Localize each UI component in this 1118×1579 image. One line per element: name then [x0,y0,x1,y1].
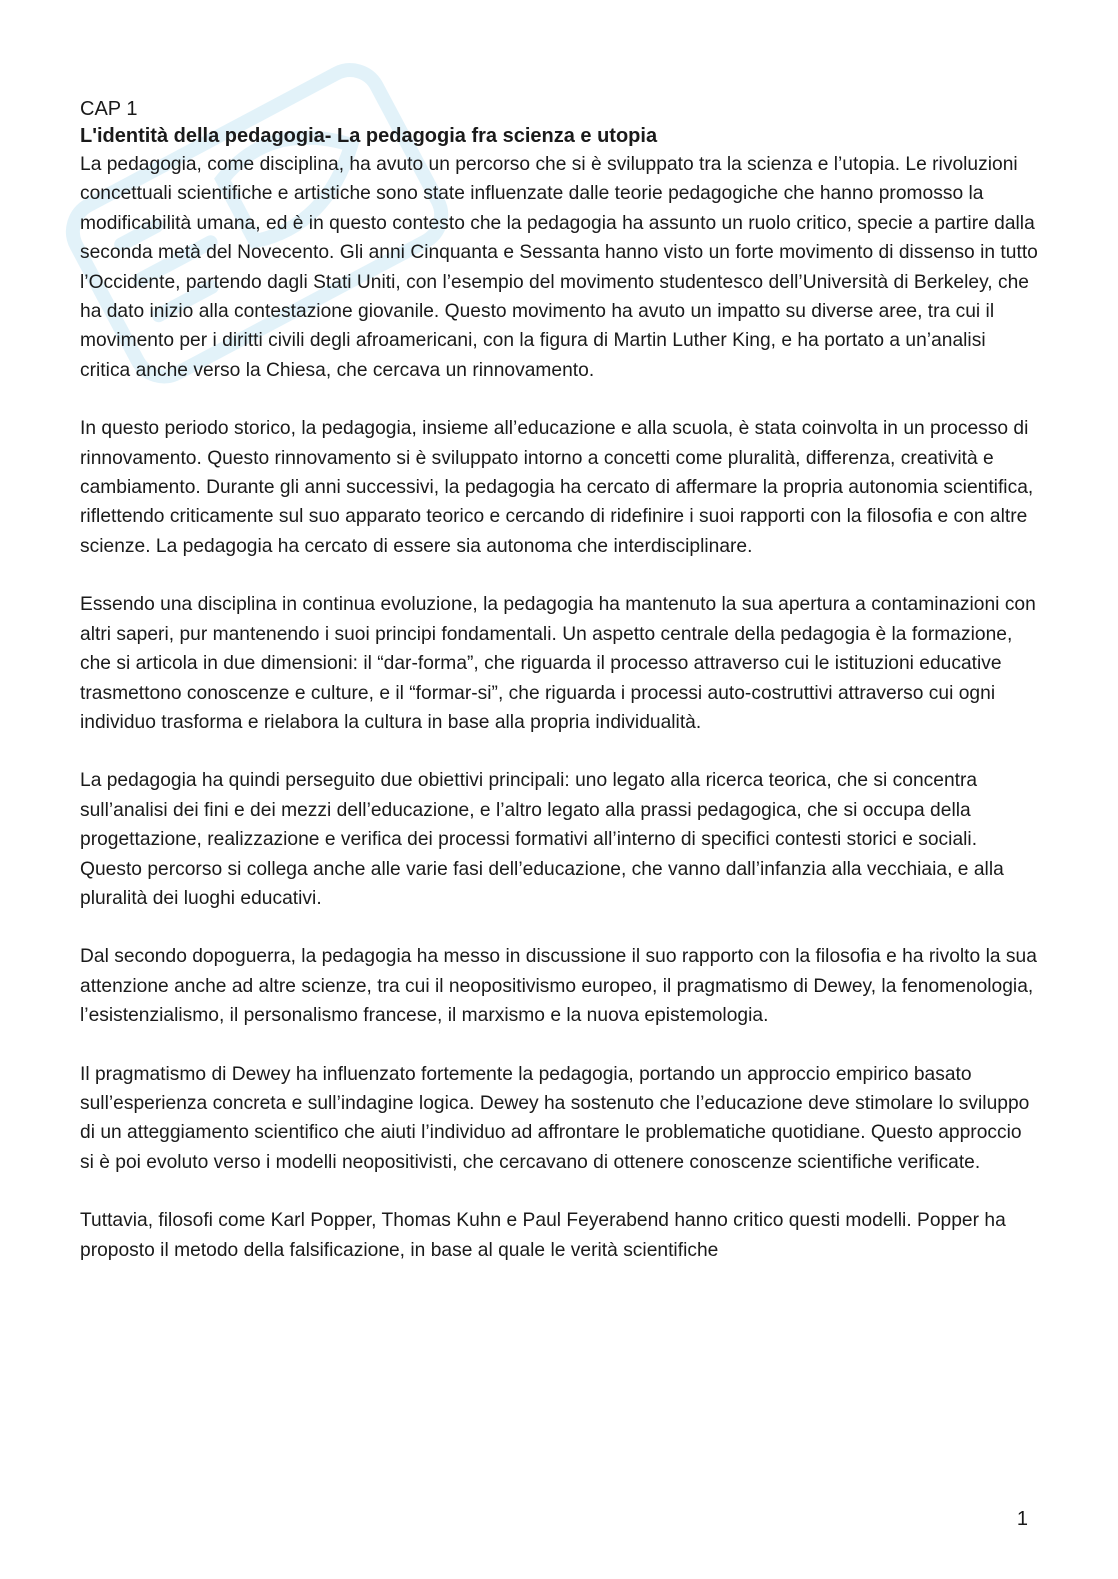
paragraph-5: Dal secondo dopoguerra, la pedagogia ha messo in discussione il suo rapporto con la filosofia e ha rivolto la sua attenzione anche ad altre scienze, tra cui il neopositivismo europeo, il pragmatismo di Dewey, la fenomenologia, l’esistenzialismo, il personalismo francese, il marxismo e la nuova epistemologia. [80,946,1037,1027]
paragraph-7: Tuttavia, filosofi come Karl Popper, Thomas Kuhn e Paul Feyerabend hanno critico questi modelli. Popper ha proposto il metodo della falsificazione, in base al quale le verità scientifiche [80,1210,1006,1261]
paragraph-1: La pedagogia, come disciplina, ha avuto un percorso che si è sviluppato tra la scienza e l’utopia. Le rivoluzioni concettuali scientifiche e artistiche sono state influenzate dalle teorie pedagogiche che hanno promosso la modificabilità umana, ed è in questo contesto che la pedagogia ha assunto un ruolo critico, specie a partire dalla seconda metà del Novecento. Gli anni Cinquanta e Sessanta hanno visto un forte movimento di dissenso in tutto l’Occidente, partendo dagli Stati Uniti, con l’esempio del movimento studentesco dell’Università di Berkeley, che ha dato inizio alla contestazione giovanile. Questo movimento ha avuto un impatto su diverse aree, tra cui il movimento per i diritti civili degli afroamericani, con la figura di Martin Luther King, e ha portato a un’analisi critica anche verso la Chiesa, che cercava un rinnovamento. [80,154,1038,381]
paragraph-2: In questo periodo storico, la pedagogia, insieme all’educazione e alla scuola, è stata coinvolta in un processo di rinnovamento. Questo rinnovamento si è sviluppato intorno a concetti come pluralità, differenza, creatività e cambiamento. Durante gli anni successivi, la pedagogia ha cercato di affermare la propria autonomia scientifica, riflettendo criticamente sul suo apparato teorico e cercando di ridefinire i suoi rapporti con la filosofia e con altre scienze. La pedagogia ha cercato di essere sia autonoma che interdisciplinare. [80,418,1034,557]
paragraph-6: Il pragmatismo di Dewey ha influenzato fortemente la pedagogia, portando un approccio empirico basato sull’esperienza concreta e sull’indagine logica. Dewey ha sostenuto che l’educazione deve stimolare lo sviluppo di un atteggiamento scientifico che aiuti l’individuo ad affrontare le problematiche quotidiane. Questo approccio si è poi evoluto verso i modelli neopositivisti, che cercavano di ottenere conoscenze scientifiche verificate. [80,1063,1030,1173]
document-page [80,96,1040,1294]
section-title: L'identità della pedagogia- La pedagogia fra scienza e utopia [80,125,658,147]
paragraph-4: La pedagogia ha quindi perseguito due obiettivi principali: uno legato alla ricerca teorica, che si concentra sull’analisi dei fini e dei mezzi dell’educazione, e l’altro legato alla prassi pedagogica, che si occupa della progettazione, realizzazione e verifica dei processi formativi all’interno di specifici contesti storici e sociali. Questo percorso si collega anche alle varie fasi dell’educazione, che vanno dall’infanzia alla vecchiaia, e alla pluralità dei luoghi educativi. [80,770,1004,909]
chapter-label: CAP 1 [80,98,138,120]
page-number: 1 [1016,1508,1028,1530]
paragraph-3: Essendo una disciplina in continua evoluzione, la pedagogia ha mantenuto la sua apertura a contaminazioni con altri saperi, pur mantenendo i suoi principi fondamentali. Un aspetto centrale della pedagogia è la formazione, che si articola in due dimensioni: il “dar-forma”, che riguarda il processo attraverso cui le istituzioni educative trasmettono conoscenze e culture, e il “formar-si”, che riguarda i processi auto-costruttivi attraverso cui ogni individuo trasforma e rielabora la cultura in base alla propria individualità. [80,594,1036,733]
